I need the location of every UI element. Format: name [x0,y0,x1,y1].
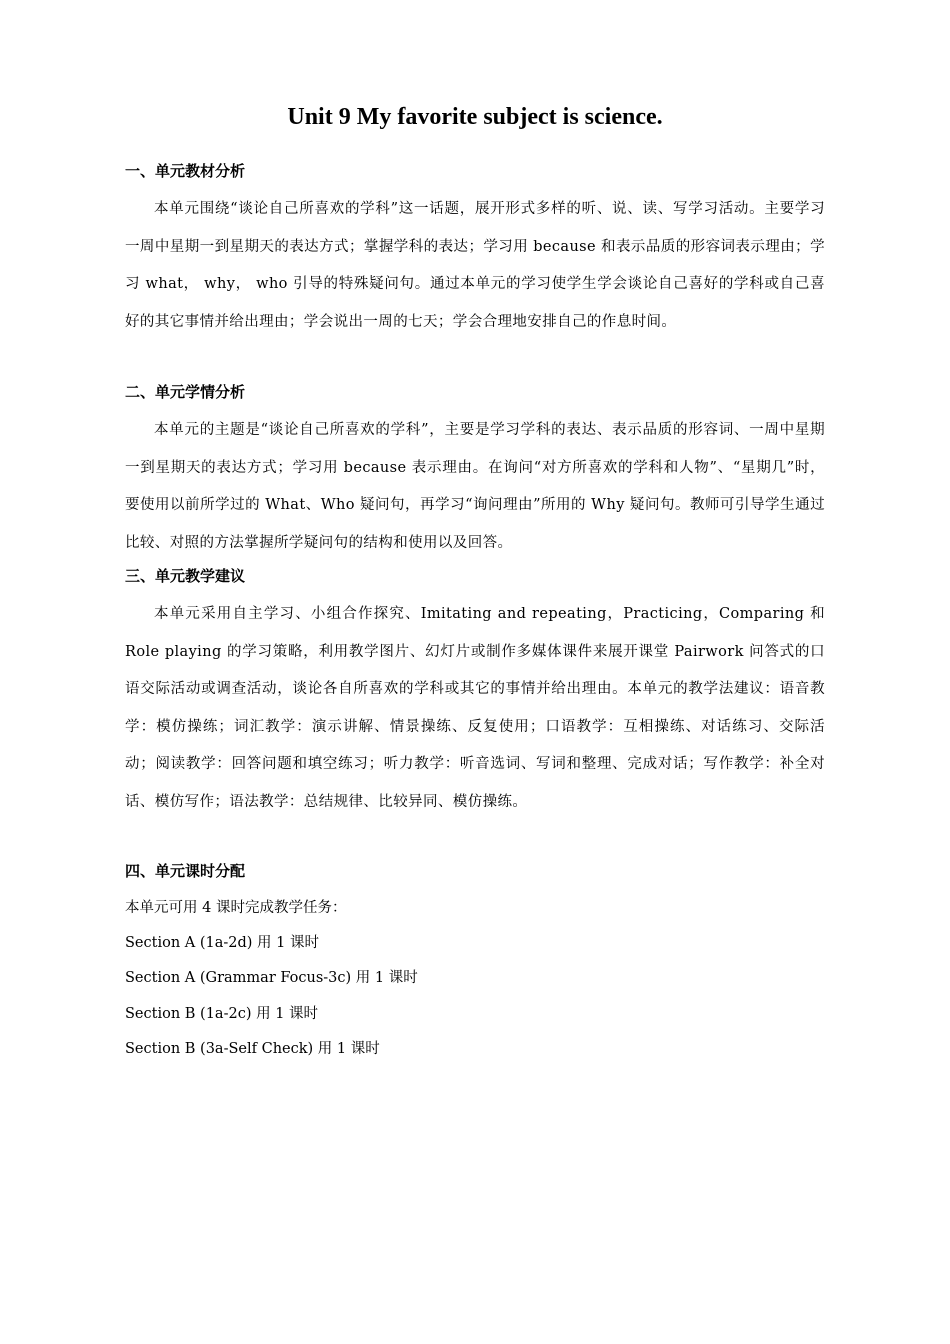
document-title: Unit 9 My favorite subject is science. [287,104,663,130]
section-paragraph-teaching-suggestions: 本单元采用自主学习、小组合作探究、Imitating and repeating，Practicing，Comparing 和 Role playing 的学习策略，利用教学图片、幻灯片或制作多媒体课件来展开课堂 Pairwork 问答式的口语交际活动或调查活动，谈论各自所喜欢的学科或其它的事情并给出理由。本单元的教学法建议：语音教学：模仿操练；词汇教学：演示讲解、情景操练、反复使用；口语教学：互相操练、对话练习、交际活动；阅读教学：回答问题和填空练习；听力教学：听音选词、写词和整理、完成对话；写作教学：补全对话、模仿写作；语法教学：总结规律、比较异同、模仿操练。 [125,606,825,810]
allocation-item: Section A (1a-2d) 用 1 课时 [125,935,320,951]
allocation-item: Section B (3a-Self Check) 用 1 课时 [125,1041,380,1057]
section-heading-textbook-analysis: 一、单元教材分析 [125,162,246,180]
section-heading-learner-analysis: 二、单元学情分析 [125,383,246,401]
section-paragraph-learner-analysis: 本单元的主题是“谈论自己所喜欢的学科”，主要是学习学科的表达、表示品质的形容词、一周中星期一到星期天的表达方式；学习用 because 表示理由。在询问“对方所喜欢的学科和人物”、“星期几”时，要使用以前所学过的 What、Who 疑问句，再学习“询问理由”所用的 Why 疑问句。教师可引导学生通过比较、对照的方法掌握所学疑问句的结构和使用以及回答。 [125,422,825,551]
allocation-item: Section A (Grammar Focus-3c) 用 1 课时 [125,970,418,986]
allocation-intro: 本单元可用 4 课时完成教学任务： [125,900,347,916]
section-heading-teaching-suggestions: 三、单元教学建议 [125,567,246,585]
section-paragraph-textbook-analysis: 本单元围绕“谈论自己所喜欢的学科”这一话题，展开形式多样的听、说、读、写学习活动。主要学习一周中星期一到星期天的表达方式；掌握学科的表达；学习用 because 和表示品质的形容词表示理由；学习 what， why， who 引导的特殊疑问句。通过本单元的学习使学生学会谈论自己喜好的学科或自己喜好的其它事情并给出理由；学会说出一周的七天；学会合理地安排自己的作息时间。 [125,201,825,330]
allocation-item: Section B (1a-2c) 用 1 课时 [125,1006,319,1022]
section-heading-lesson-allocation: 四、单元课时分配 [125,862,246,880]
